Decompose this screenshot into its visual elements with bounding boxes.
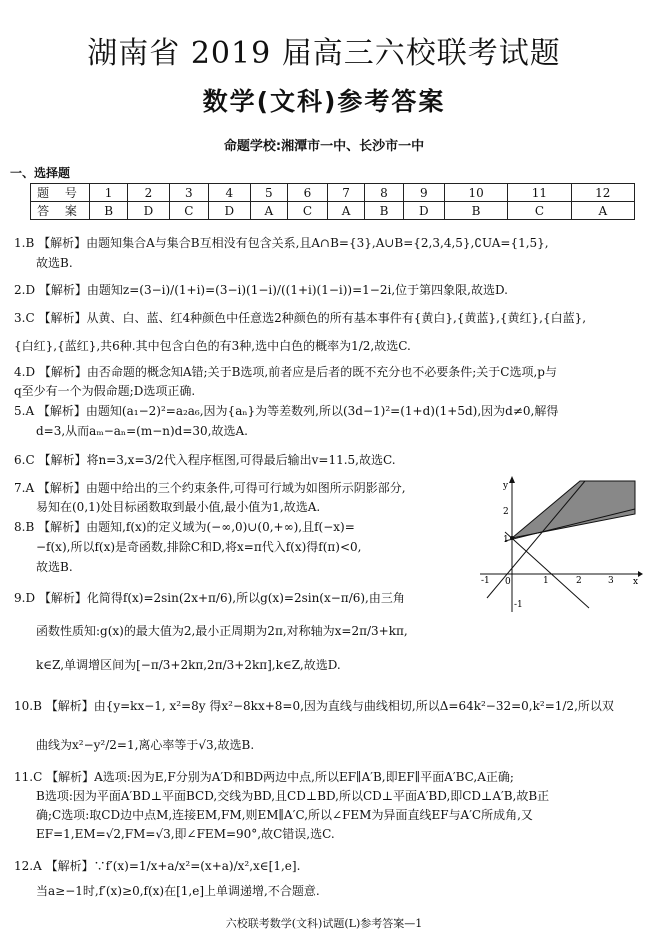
y-axis-label: y <box>503 481 509 491</box>
answer-cell: A <box>571 202 634 220</box>
table-row <box>31 202 635 220</box>
answer-cell: B <box>90 202 128 220</box>
shaded-feasible-region <box>512 481 635 538</box>
question-number: 11 <box>508 184 571 202</box>
question-number: 12 <box>571 184 634 202</box>
page-title: 湖南省 2019 届高三六校联考试题 <box>87 36 561 71</box>
tick-label: 1 <box>543 576 549 586</box>
page-subtitle: 数学(文科)参考答案 <box>202 87 446 116</box>
answer-cell: B <box>444 202 507 220</box>
solution-line: 4.D 【解析】由否命题的概念知A错;关于B选项,前者应是后者的既不充分也不必要条件;关于C选项,p与 <box>14 365 557 379</box>
solution-line: 8.B 【解析】由题知,f(x)的定义域为(−∞,0)∪(0,+∞),且f(−x)= <box>14 520 355 534</box>
question-number: 2 <box>128 184 169 202</box>
section-heading: 一、选择题 <box>10 166 71 180</box>
tick-label: 2 <box>503 507 509 517</box>
solution-line: k∈Z,单调增区间为[−π/3+2kπ,2π/3+2kπ],k∈Z,故选D. <box>36 658 341 672</box>
solution-line: 易知在(0,1)处目标函数取到最小值,最小值为1,故选A. <box>36 500 321 514</box>
answer-cell: C <box>508 202 571 220</box>
question-number: 5 <box>250 184 288 202</box>
question-number: 9 <box>403 184 444 202</box>
answer-cell: D <box>209 202 250 220</box>
boundary-line-2 <box>505 532 589 608</box>
solution-line: B选项:因为平面A′BD⊥平面BCD,交线为BD,且CD⊥BD,所以CD⊥平面A′BD,即CD⊥A′B,故B正 <box>36 789 550 803</box>
solution-line: EF=1,EM=√2,FM=√3,即∠FEM=90°,故C错误,选C. <box>36 827 335 841</box>
solution-line: 11.C 【解析】A选项:因为E,F分别为A′D和BD两边中点,所以EF∥A′B,即EF∥平面A′BC,A正确; <box>14 770 514 784</box>
tick-label: 0 <box>505 577 511 587</box>
minimum-point <box>510 536 514 540</box>
answer-cell: A <box>327 202 365 220</box>
solution-line: 曲线为x²−y²/2=1,离心率等于√3,故选B. <box>36 738 255 752</box>
solution-line: 当a≥−1时,f′(x)≥0,f(x)在[1,e]上单调递增,不合题意. <box>36 884 320 898</box>
tick-label: -1 <box>481 576 490 586</box>
solution-line: 故选B. <box>36 560 73 574</box>
solution-line: 1.B 【解析】由题知集合A与集合B互相没有包含关系,且A∩B={3},A∪B={2,3,4,5},∁UA={1,5}, <box>14 236 549 250</box>
answer-cell: C <box>169 202 209 220</box>
question-number: 3 <box>169 184 209 202</box>
solution-line: 5.A 【解析】由题知(a₁−2)²=a₂a₆,因为{aₙ}为等差数列,所以(3d−1)²=(1+d)(1+5d),因为d≠0,解得 <box>14 404 559 418</box>
y-axis-arrow <box>509 476 515 483</box>
tick-label: 2 <box>576 576 582 586</box>
tick-label: -1 <box>514 600 523 610</box>
boundary-line-1 <box>487 481 585 598</box>
solution-line: 6.C 【解析】将n=3,x=3/2代入程序框图,可得最后输出v=11.5,故选C. <box>14 453 396 467</box>
answer-cell: D <box>403 202 444 220</box>
question-number: 7 <box>327 184 365 202</box>
solution-line: 2.D 【解析】由题知z=(3−i)/(1+i)=(3−i)(1−i)/((1+i)(1−i))=1−2i,位于第四象限,故选D. <box>14 283 508 297</box>
table-row <box>31 184 635 202</box>
x-axis-arrow <box>638 571 643 577</box>
question-number: 8 <box>365 184 403 202</box>
solution-line: q至少有一个为假命题;D选项正确. <box>14 384 196 398</box>
row-header-question: 题 号 <box>31 184 90 202</box>
solution-line: 3.C 【解析】从黄、白、蓝、红4种颜色中任意选2种颜色的所有基本事件有{黄白},{黄蓝},{黄红},{白蓝}, <box>14 311 587 325</box>
question-number: 10 <box>444 184 507 202</box>
solution-line: 故选B. <box>36 256 73 270</box>
solution-line: 12.A 【解析】∵f′(x)=1/x+a/x²=(x+a)/x²,x∈[1,e]. <box>14 859 301 873</box>
row-header-answer: 答 案 <box>31 202 90 220</box>
question-number: 1 <box>90 184 128 202</box>
answer-table <box>30 183 635 220</box>
answer-cell: D <box>128 202 169 220</box>
solution-line: −f(x),所以f(x)是奇函数,排除C和D,将x=π代入f(x)得f(π)<0, <box>36 540 362 554</box>
answer-cell: A <box>250 202 288 220</box>
answer-cell: C <box>288 202 328 220</box>
tick-label: 1 <box>503 535 509 545</box>
solution-line: 9.D 【解析】化简得f(x)=2sin(2x+π/6),所以g(x)=2sin(x−π/6),由三角 <box>14 591 405 605</box>
page-footer: 六校联考数学(文科)试题(L)参考答案—1 <box>225 917 423 930</box>
tick-label: 3 <box>608 576 614 586</box>
solution-line: 7.A 【解析】由题中给出的三个约束条件,可得可行域为如图所示阴影部分, <box>14 481 406 495</box>
solution-line: 确;C选项:取CD边中点M,连接EM,FM,则EM∥A′C,所以∠FEM为异面直线EF与A′C所成角,又 <box>36 808 533 822</box>
question-number: 6 <box>288 184 328 202</box>
question-number: 4 <box>209 184 250 202</box>
authoring-schools: 命题学校:湘潭市一中、长沙市一中 <box>223 139 425 154</box>
solution-line: d=3,从而aₘ−aₙ=(m−n)d=30,故选A. <box>36 424 248 438</box>
answer-cell: B <box>365 202 403 220</box>
solution-line: 函数性质知:g(x)的最大值为2,最小正周期为2π,对称轴为x=2π/3+kπ, <box>36 624 408 638</box>
feasible-region-graph <box>475 476 643 614</box>
solution-line: 10.B 【解析】由{y=kx−1, x²=8y 得x²−8kx+8=0,因为直线与曲线相切,所以Δ=64k²−32=0,k²=1/2,所以双 <box>14 699 614 713</box>
solution-line: {白红},{蓝红},共6种.其中包含白色的有3种,选中白色的概率为1/2,故选C. <box>14 339 411 353</box>
x-axis-label: x <box>633 577 639 587</box>
